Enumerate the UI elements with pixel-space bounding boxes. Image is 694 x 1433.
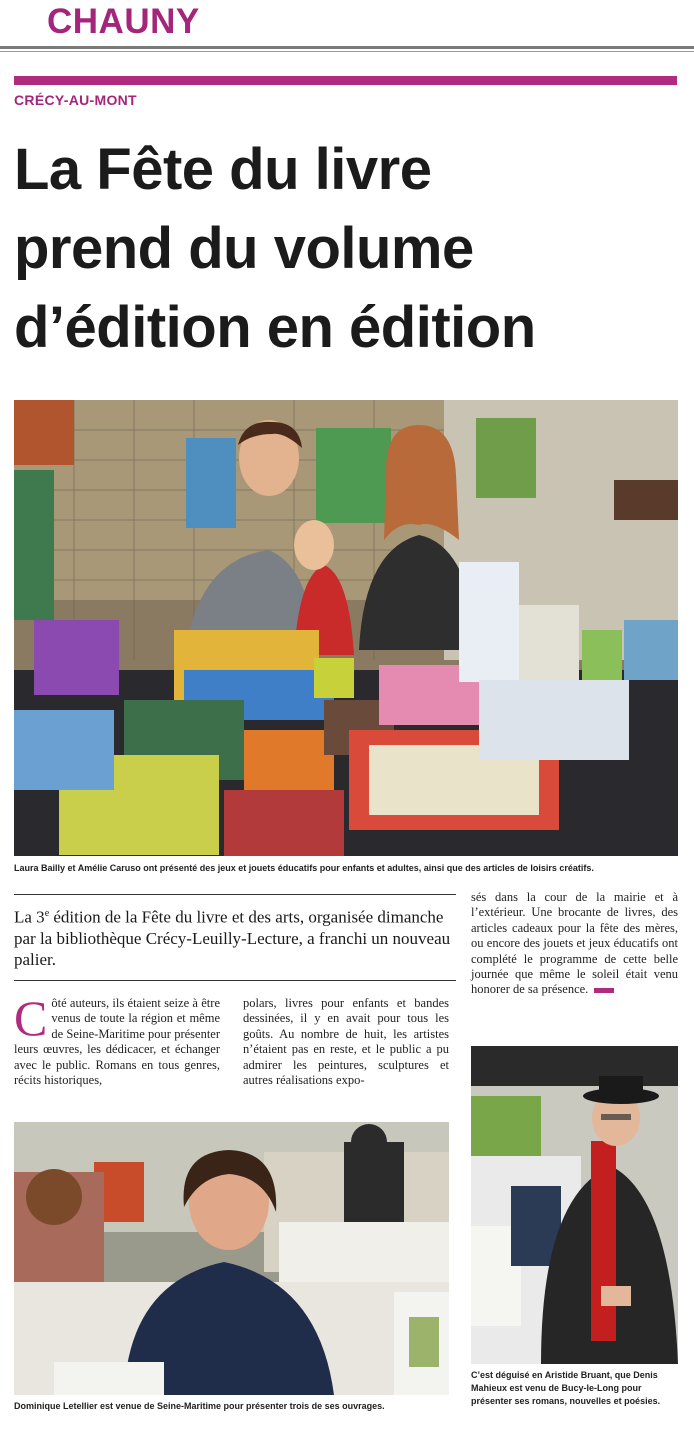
header-rule-thin xyxy=(0,51,694,52)
lede-rule-top xyxy=(14,894,456,895)
drop-cap: C xyxy=(14,990,48,1046)
headline-line-1: La Fête du livre xyxy=(14,137,432,202)
photo-dominique-letellier xyxy=(14,1122,449,1395)
body-column-1: Côté auteurs, ils étaient seize à être venus de toute la région et même de Seine-Maritime pour présenter leurs œuvres, les dédicacer, et échanger avec le public. Romans en tous genres, récits historiques, xyxy=(14,990,220,1088)
photo-denis-mahieux xyxy=(471,1046,678,1364)
photo-denis-caption: C’est déguisé en Aristide Bruant, que Denis Mahieux est venu de Bucy-le-Long pour présenter ses romans, nouvelles et poésies. xyxy=(471,1370,661,1406)
main-photo xyxy=(14,400,678,856)
headline xyxy=(14,130,684,367)
photo-dominique-caption: Dominique Letellier est venue de Seine-Maritime pour présenter trois de ses ouvrages. xyxy=(14,1401,385,1411)
headline-line-2: prend du volume xyxy=(14,216,474,281)
main-photo-caption: Laura Bailly et Amélie Caruso ont présenté des jeux et jouets éducatifs pour enfants et adultes, ainsi que des articles de loisirs créatifs. xyxy=(14,863,594,873)
body-column-3: sés dans la cour de la mairie et à l’extérieur. Une brocante de livres, des articles cadeaux pour la fête des mères, ou encore des jouets et jeux éducatifs ont complété le programme de cette belle journée que même le soleil était venu honorer de sa présence. xyxy=(471,890,678,997)
lede-rule-bottom xyxy=(14,980,456,981)
location-kicker: CRÉCY-AU-MONT xyxy=(14,92,137,108)
section-title: CHAUNY xyxy=(47,2,200,41)
accent-bar xyxy=(14,76,677,85)
lede-paragraph: La 3e édition de la Fête du livre et des arts, organisée dimanche par la bibliothèque Crécy-Leuilly-Lecture, a franchi un nouveau palier. xyxy=(14,907,451,969)
body-column-2: polars, livres pour enfants et bandes dessinées, il y en avait pour tous les goûts. Au nombre de huit, les artistes n’étaient pas en reste, et le public a pu admirer les peintures, sculptures et autres réalisations expo- xyxy=(243,996,449,1088)
headline-line-3: d’édition en édition xyxy=(14,295,536,360)
end-mark xyxy=(594,988,614,993)
header-rule xyxy=(0,46,694,49)
